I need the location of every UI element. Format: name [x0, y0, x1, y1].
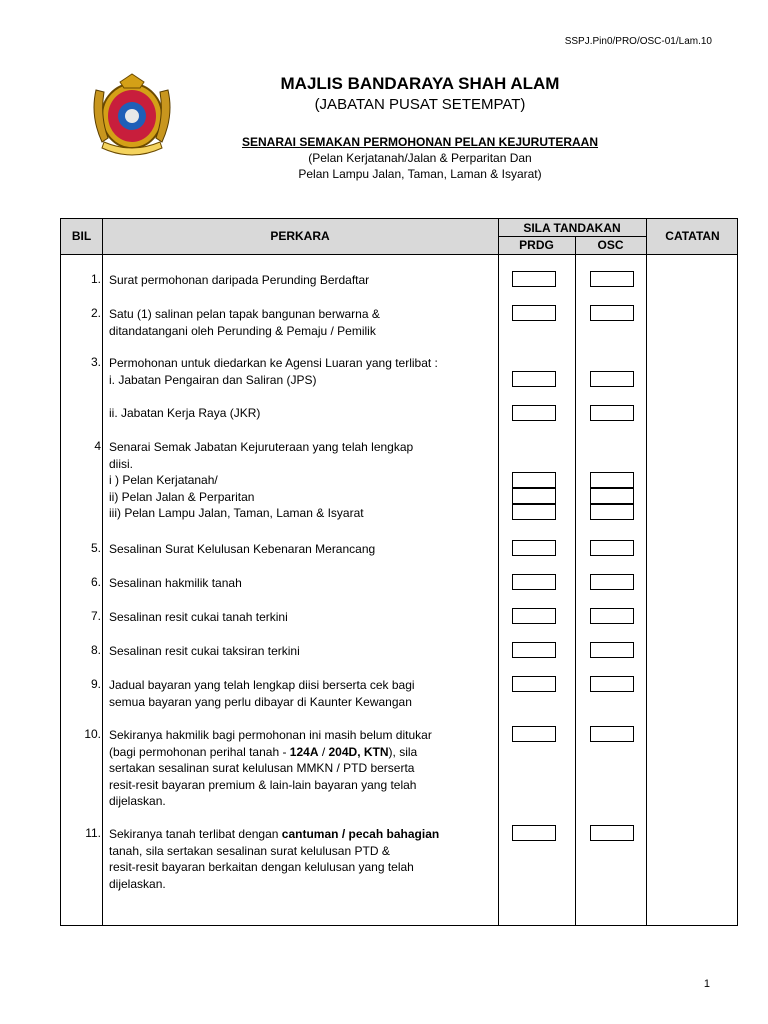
item-line: Permohonan untuk diedarkan ke Agensi Luaran yang terlibat : — [109, 356, 438, 370]
item-text — [109, 643, 499, 660]
item-line: i. Jabatan Pengairan dan Saliran (JPS) — [109, 372, 317, 387]
header-sub-divider — [498, 236, 646, 237]
item-text — [109, 439, 499, 522]
header-perkara: PERKARA — [270, 229, 330, 243]
item-line: diisi. — [109, 456, 134, 471]
subtitle-line: (Pelan Kerjatanah/Jalan & Perparitan Dan — [308, 151, 532, 165]
osc-checkbox[interactable] — [590, 271, 634, 287]
item-number: 5. — [90, 541, 101, 555]
checklist-subject: SENARAI SEMAKAN PERMOHONAN PELAN KEJURUTERAAN — [241, 135, 599, 149]
bold-run: 124A — [289, 744, 319, 759]
item-text — [109, 272, 499, 289]
item-number: 11. — [85, 826, 101, 840]
item-line: Sesalinan hakmilik tanah — [109, 576, 242, 590]
checklist-table — [60, 218, 738, 926]
prdg-checkbox[interactable] — [512, 608, 556, 624]
osc-checkbox[interactable] — [590, 488, 634, 504]
item-line: tanah, sila sertakan sesalinan surat kelulusan PTD & — [109, 843, 390, 858]
prdg-checkbox[interactable] — [512, 676, 556, 692]
osc-checkbox[interactable] — [590, 504, 634, 520]
prdg-checkbox[interactable] — [512, 726, 556, 742]
osc-checkbox[interactable] — [590, 540, 634, 556]
prdg-checkbox[interactable] — [512, 305, 556, 321]
item-line — [109, 744, 499, 761]
item-number: 1. — [90, 272, 101, 286]
item-line: Satu (1) salinan pelan tapak bangunan berwarna & — [109, 307, 380, 321]
osc-checkbox[interactable] — [590, 726, 634, 742]
text-run: / — [318, 744, 329, 759]
item-line: semua bayaran yang perlu dibayar di Kaunter Kewangan — [109, 694, 412, 709]
item-line: ii. Jabatan Kerja Raya (JKR) — [109, 406, 261, 420]
item-text — [109, 677, 499, 710]
column-divider — [575, 254, 576, 925]
bold-run: cantuman — [281, 827, 339, 841]
osc-checkbox[interactable] — [590, 305, 634, 321]
prdg-checkbox[interactable] — [512, 405, 556, 421]
bold-run: 204D, KTN — [328, 744, 389, 759]
item-line: resit-resit bayaran berkaitan dengan kelulusan yang telah — [109, 860, 414, 874]
item-text — [109, 609, 499, 626]
item-number: 4 — [94, 439, 101, 453]
prdg-checkbox[interactable] — [512, 504, 556, 520]
osc-checkbox[interactable] — [590, 642, 634, 658]
bold-run: / — [338, 827, 349, 841]
council-crest-logo — [88, 70, 176, 158]
page-number: 1 — [703, 978, 710, 990]
prdg-checkbox[interactable] — [512, 825, 556, 841]
item-number: 10. — [84, 727, 101, 741]
item-number: 9. — [90, 677, 101, 691]
prdg-checkbox[interactable] — [512, 472, 556, 488]
header-prdg: PRDG — [519, 238, 554, 252]
item-line: ditandatangani oleh Perunding & Pemaju / Pemilik — [109, 323, 376, 338]
item-number: 3. — [90, 355, 101, 369]
text-run: ), sila — [388, 744, 418, 759]
header-sila-tandakan: SILA TANDAKAN — [523, 221, 621, 235]
item-line — [109, 826, 499, 843]
item-line: resit-resit bayaran premium & lain-lain bayaran yang telah — [109, 777, 417, 792]
item-text — [109, 727, 499, 810]
osc-checkbox[interactable] — [590, 371, 634, 387]
item-text — [109, 306, 499, 339]
checklist-subtitle — [170, 150, 670, 182]
document-reference: SSPJ.Pin0/PRO/OSC-01/Lam.10 — [564, 36, 712, 47]
item-text — [109, 541, 499, 558]
prdg-checkbox[interactable] — [512, 540, 556, 556]
column-divider — [646, 219, 647, 925]
item-line: Surat permohonan daripada Perunding Berdaftar — [109, 273, 370, 287]
osc-checkbox[interactable] — [590, 472, 634, 488]
osc-checkbox[interactable] — [590, 608, 634, 624]
text-run: (bagi permohonan perihal tanah - — [109, 744, 290, 759]
prdg-checkbox[interactable] — [512, 371, 556, 387]
item-text — [109, 355, 499, 388]
item-line: Sesalinan Surat Kelulusan Kebenaran Merancang — [109, 542, 376, 556]
item-line: Sekiranya hakmilik bagi permohonan ini masih belum ditukar — [109, 728, 432, 742]
item-line: Sesalinan resit cukai taksiran terkini — [109, 644, 300, 658]
item-text — [109, 575, 499, 592]
item-line: ii) Pelan Jalan & Perparitan — [109, 489, 255, 504]
council-title: MAJLIS BANDARAYA SHAH ALAM — [280, 74, 560, 93]
column-divider — [102, 219, 103, 925]
item-number: 2. — [90, 306, 101, 320]
item-line: Sesalinan resit cukai tanah terkini — [109, 610, 288, 624]
prdg-checkbox[interactable] — [512, 642, 556, 658]
prdg-checkbox[interactable] — [512, 574, 556, 590]
header-bil: BIL — [71, 229, 92, 243]
item-line: Senarai Semak Jabatan Kejuruteraan yang telah lengkap — [109, 440, 414, 454]
prdg-checkbox[interactable] — [512, 271, 556, 287]
item-text — [109, 826, 499, 892]
bold-run: pecah bahagian — [348, 827, 440, 841]
item-text — [109, 405, 499, 422]
osc-checkbox[interactable] — [590, 676, 634, 692]
item-number: 7. — [90, 609, 101, 623]
item-line: i ) Pelan Kerjatanah/ — [109, 473, 218, 487]
department-name: (JABATAN PUSAT SETEMPAT) — [314, 96, 526, 113]
header-catatan: CATATAN — [665, 229, 720, 243]
item-line: Jadual bayaran yang telah lengkap diisi berserta cek bagi — [109, 678, 415, 692]
header-osc: OSC — [597, 238, 624, 252]
subtitle-line: Pelan Lampu Jalan, Taman, Laman & Isyarat) — [298, 167, 542, 181]
item-number: 6. — [90, 575, 101, 589]
item-line: dijelaskan. — [109, 794, 166, 808]
osc-checkbox[interactable] — [590, 405, 634, 421]
prdg-checkbox[interactable] — [512, 488, 556, 504]
osc-checkbox[interactable] — [590, 574, 634, 590]
item-line: sertakan sesalinan surat kelulusan MMKN / PTD berserta — [109, 761, 415, 775]
osc-checkbox[interactable] — [590, 825, 634, 841]
text-run: Sekiranya tanah terlibat dengan — [109, 827, 282, 841]
item-number: 8. — [90, 643, 101, 657]
item-line: iii) Pelan Lampu Jalan, Taman, Laman & Isyarat — [109, 506, 364, 520]
item-line: dijelaskan. — [109, 876, 166, 891]
